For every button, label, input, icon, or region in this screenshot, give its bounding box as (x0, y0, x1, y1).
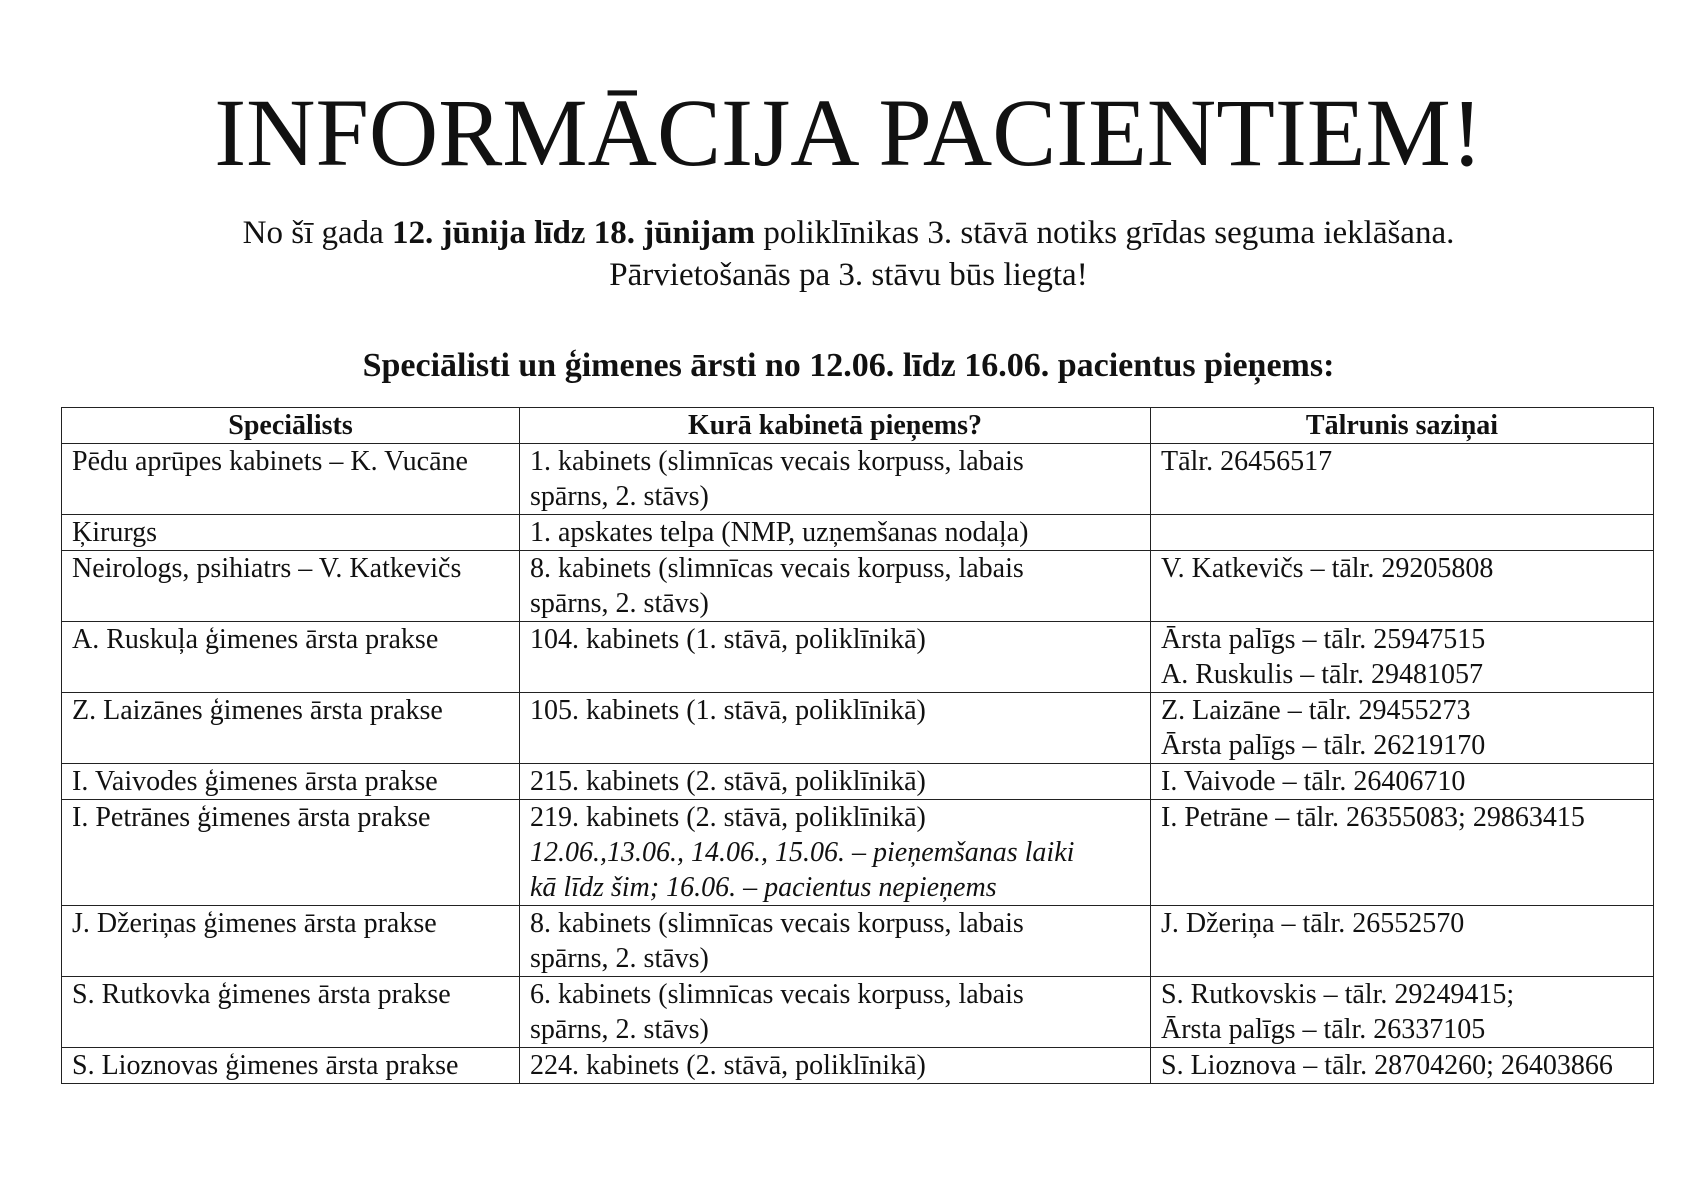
room-cell (520, 1048, 1151, 1084)
specialist-cell (62, 906, 520, 977)
room-note: 12.06.,13.06., 14.06., 15.06. – pieņemšanas laiki (530, 837, 1075, 868)
room-text: 219. kabinets (2. stāvā, poliklīnikā) (530, 802, 926, 833)
table-row (62, 622, 1654, 693)
room-cell (520, 622, 1151, 693)
specialist-name: S. Rutkovka ģimenes ārsta prakse (72, 979, 451, 1010)
phone-cell (1151, 906, 1654, 977)
page-title: INFORMĀCIJA PACIENTIEM! (214, 79, 1483, 186)
phone-text: S. Lioznova – tālr. 28704260; 26403866 (1161, 1050, 1613, 1081)
specialist-cell (62, 444, 520, 515)
room-text: spārns, 2. stāvs) (530, 943, 709, 974)
room-text: 105. kabinets (1. stāvā, poliklīnikā) (530, 695, 926, 726)
room-text: spārns, 2. stāvs) (530, 1014, 709, 1045)
room-cell (520, 693, 1151, 764)
specialist-cell (62, 693, 520, 764)
specialist-cell (62, 977, 520, 1048)
table-row (62, 800, 1654, 906)
phone-cell (1151, 551, 1654, 622)
table-row (62, 977, 1654, 1048)
room-text: 8. kabinets (slimnīcas vecais korpuss, labais (530, 908, 1024, 939)
phone-text: V. Katkevičs – tālr. 29205808 (1161, 553, 1494, 584)
specialist-name: I. Vaivodes ģimenes ārsta prakse (72, 766, 438, 797)
phone-text: Ārsta palīgs – tālr. 26337105 (1161, 1014, 1486, 1045)
specialist-name: I. Petrānes ģimenes ārsta prakse (72, 802, 431, 833)
notice-part-2: poliklīnikas 3. stāvā notiks grīdas seguma ieklāšana. (755, 215, 1455, 251)
phone-text: S. Rutkovskis – tālr. 29249415; (1161, 979, 1515, 1010)
header-specialist: Speciālists (62, 408, 520, 444)
specialist-name: Pēdu aprūpes kabinets – K. Vucāne (72, 446, 468, 477)
specialist-name: Neirologs, psihiatrs – V. Katkevičs (72, 553, 462, 584)
table-row (62, 515, 1654, 551)
header-phone: Tālrunis saziņai (1151, 408, 1654, 444)
room-cell (520, 800, 1151, 906)
room-cell (520, 444, 1151, 515)
table-row (62, 693, 1654, 764)
section-subtitle: Speciālisti un ģimenes ārsti no 12.06. līdz 16.06. pacientus pieņems: (362, 347, 1335, 384)
notice-part-1: No šī gada (242, 215, 393, 251)
phone-text: Ārsta palīgs – tālr. 26219170 (1161, 730, 1486, 761)
phone-text: I. Vaivode – tālr. 26406710 (1161, 766, 1466, 797)
phone-cell (1151, 622, 1654, 693)
phone-cell (1151, 1048, 1654, 1084)
phone-cell (1151, 764, 1654, 800)
table-body (62, 444, 1654, 1084)
specialist-cell (62, 622, 520, 693)
room-cell (520, 764, 1151, 800)
notice-line-1 (0, 212, 1697, 254)
phone-text: Ārsta palīgs – tālr. 25947515 (1161, 624, 1486, 655)
phone-text: I. Petrāne – tālr. 26355083; 29863415 (1161, 802, 1585, 833)
table-row (62, 906, 1654, 977)
room-text: spārns, 2. stāvs) (530, 588, 709, 619)
phone-cell (1151, 515, 1654, 551)
table-row (62, 444, 1654, 515)
phone-text: J. Džeriņa – tālr. 26552570 (1161, 908, 1465, 939)
room-text: 1. kabinets (slimnīcas vecais korpuss, labais (530, 446, 1024, 477)
room-cell (520, 551, 1151, 622)
room-text: spārns, 2. stāvs) (530, 481, 709, 512)
specialist-cell (62, 1048, 520, 1084)
specialist-name: A. Ruskuļa ģimenes ārsta prakse (72, 624, 439, 655)
phone-cell (1151, 977, 1654, 1048)
room-text: 1. apskates telpa (NMP, uzņemšanas nodaļa) (530, 517, 1029, 548)
phone-cell (1151, 800, 1654, 906)
phone-cell (1151, 444, 1654, 515)
room-cell (520, 906, 1151, 977)
notice-dates: 12. jūnija līdz 18. jūnijam (392, 215, 756, 251)
schedule-table (61, 407, 1654, 1084)
room-text: 224. kabinets (2. stāvā, poliklīnikā) (530, 1050, 926, 1081)
header-room: Kurā kabinetā pieņems? (520, 408, 1151, 444)
room-text: 6. kabinets (slimnīcas vecais korpuss, labais (530, 979, 1024, 1010)
specialist-name: J. Džeriņas ģimenes ārsta prakse (72, 908, 437, 939)
table-row (62, 551, 1654, 622)
table-header-row (62, 408, 1654, 444)
specialist-cell (62, 551, 520, 622)
room-text: 215. kabinets (2. stāvā, poliklīnikā) (530, 766, 926, 797)
room-text: 104. kabinets (1. stāvā, poliklīnikā) (530, 624, 926, 655)
room-text: 8. kabinets (slimnīcas vecais korpuss, labais (530, 553, 1024, 584)
specialist-cell (62, 515, 520, 551)
notice-line-2: Pārvietošanās pa 3. stāvu būs liegta! (609, 257, 1088, 293)
room-cell (520, 977, 1151, 1048)
table-row (62, 1048, 1654, 1084)
specialist-name: S. Lioznovas ģimenes ārsta prakse (72, 1050, 459, 1081)
phone-cell (1151, 693, 1654, 764)
specialist-cell (62, 764, 520, 800)
phone-text: A. Ruskulis – tālr. 29481057 (1161, 659, 1484, 690)
room-note: kā līdz šim; 16.06. – pacientus nepieņems (530, 872, 997, 903)
room-cell (520, 515, 1151, 551)
phone-text: Tālr. 26456517 (1161, 446, 1333, 477)
notice-text (0, 212, 1697, 296)
phone-text: Z. Laizāne – tālr. 29455273 (1161, 695, 1471, 726)
specialist-name: Ķirurgs (72, 517, 158, 548)
specialist-name: Z. Laizānes ģimenes ārsta prakse (72, 695, 443, 726)
table-row (62, 764, 1654, 800)
specialist-cell (62, 800, 520, 906)
